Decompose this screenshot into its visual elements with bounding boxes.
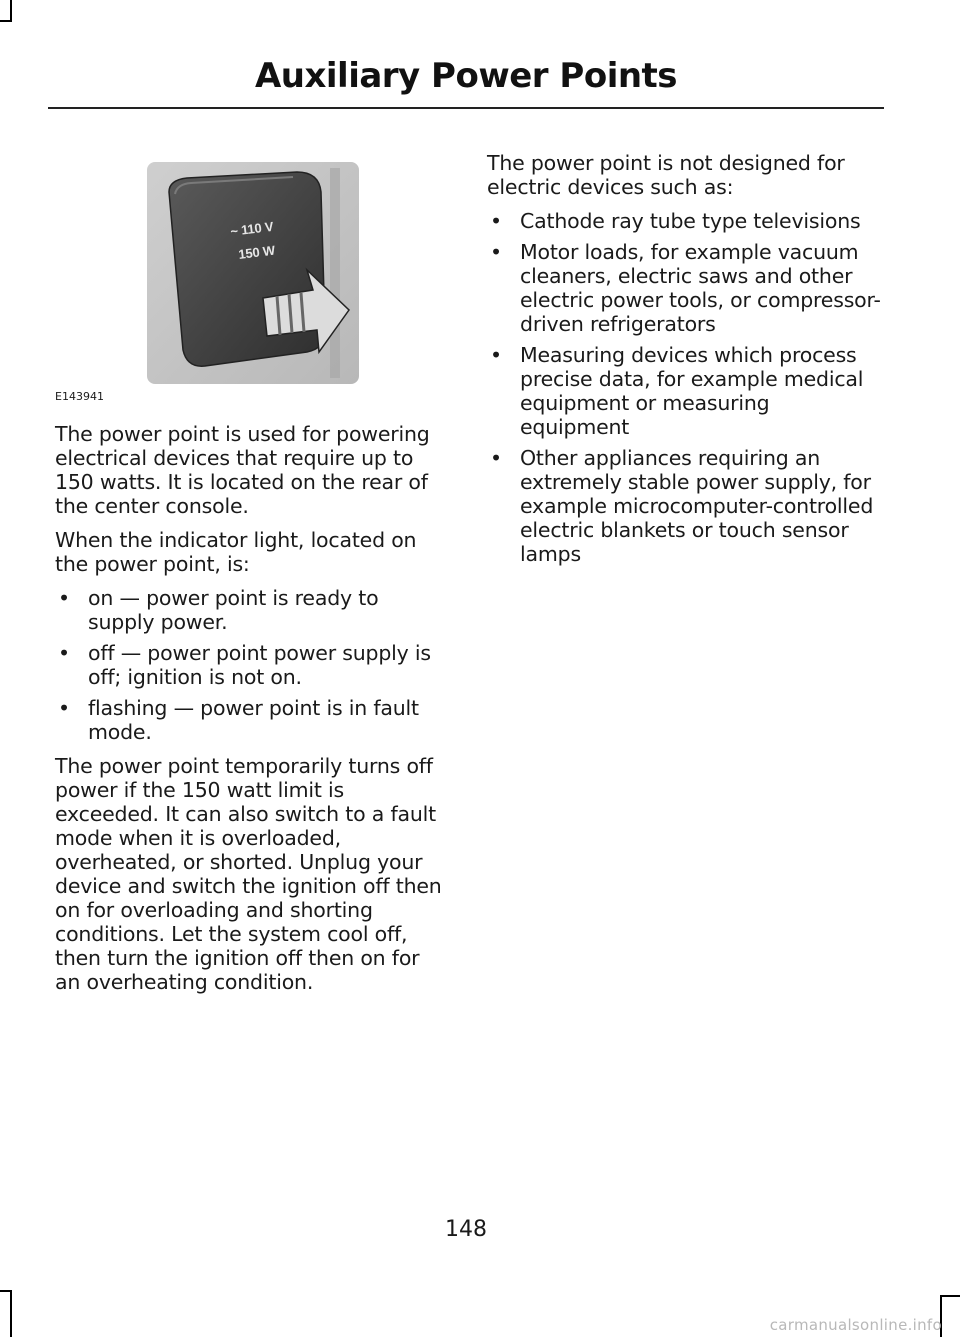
power-point-illustration [147,162,359,384]
unsupported-devices-list [487,209,882,566]
bullet: • [490,240,502,264]
crop-mark-top-left [10,0,12,22]
crop-mark-bottom-right-h [940,1295,960,1297]
list-item: • Cathode ray tube type televisions [490,209,861,233]
wattage-label: 150 W [237,242,276,262]
crop-mark-bottom-left-h [0,1290,12,1292]
bullet: • [490,209,502,233]
list-item: • Other appliances requiring an extremely stable power supply, for example microcomputer-controlled electric blankets or touch sensor lamps [490,446,874,566]
power-point-cover [169,172,325,366]
bullet: • [490,343,502,367]
header-divider [48,107,884,109]
list-item: • flashing — power point is in fault mode. [58,696,419,744]
not-designed-paragraph: The power point is not designed for electric devices such as: [487,151,845,199]
figure-id: E143941 [55,390,104,403]
watermark-url: carmanualsonline.info [769,1316,942,1334]
page-number: 148 [445,1217,487,1242]
list-item: • Measuring devices which process precise data, for example medical equipment or measuring equipment [490,343,864,439]
indicator-list [55,586,450,744]
intro-paragraph: The power point is used for powering electrical devices that require up to 150 watts. It is located on the rear of the center console. [55,422,430,518]
list-item: • off — power point power supply is off; ignition is not on. [58,641,431,689]
voltage-label: ~ 110 V [229,218,275,239]
fault-paragraph: The power point temporarily turns off power if the 150 watt limit is exceeded. It can also switch to a fault mode when it is overloaded, overheated, or shorted. Unplug your device and switch the ignition off then on for overloading and shorting conditions. Let the system cool off, then turn the ignition off then on for an overheating condition. [55,754,442,994]
crop-mark-top-left-h [0,20,12,22]
bullet: • [490,446,502,470]
left-column [55,162,450,1004]
page-title: Auxiliary Power Points [254,56,678,96]
indicator-paragraph: When the indicator light, located on the power point, is: [55,528,417,576]
bullet: • [58,641,70,665]
right-column [487,151,882,576]
bullet: • [58,696,70,720]
crop-mark-bottom-left [10,1290,12,1337]
power-point-figure [55,162,450,403]
list-item: • Motor loads, for example vacuum cleaners, electric saws and other electric power tools, or compressor-driven refrigerators [490,240,881,336]
list-item: • on — power point is ready to supply power. [58,586,379,634]
bullet: • [58,586,70,610]
